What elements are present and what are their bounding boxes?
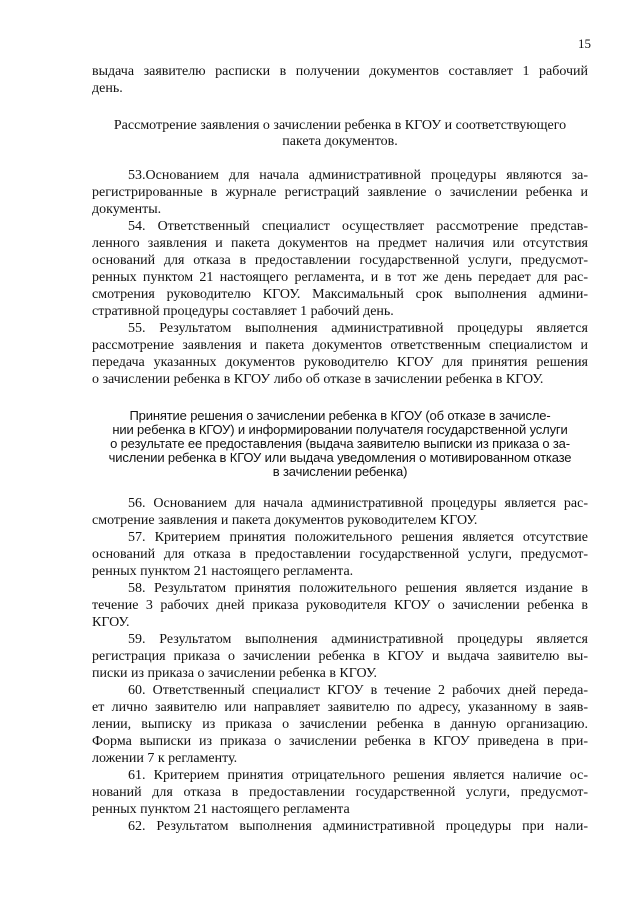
text-line: ренных пунктом 21 настоящего регламента. xyxy=(92,564,354,579)
text-line: 54. Ответственный специалист осуществляет рассмотрение представ- xyxy=(128,219,588,234)
text-line: о результате ее предоставления (выдача заявителю выписки из приказа о за- xyxy=(110,436,570,451)
text-line: рассмотрение заявления и пакета документов ответственным специалистом и xyxy=(92,338,588,353)
text-line: выдача заявителю расписки в получении документов составляет 1 рабочий xyxy=(92,64,588,79)
text-line: ленного заявления и пакета документов на предмет наличия или отсутствия xyxy=(92,236,588,251)
text-line: ренных пунктом 21 настоящего регламента xyxy=(92,802,350,817)
text-line: писки из приказа о зачислении ребенка в КГОУ. xyxy=(92,666,377,681)
text-line: пакета документов. xyxy=(282,134,398,149)
text-line: нии ребенка в КГОУ) и информировании получателя государственной услуги xyxy=(112,422,568,437)
text-line: 62. Результатом выполнения административной процедуры при нали- xyxy=(128,819,588,834)
text-line: Форма выписки из приказа о зачислении ребенка в КГОУ приведена в при- xyxy=(92,734,588,749)
text-line: смотрение заявления и пакета документов руководителем КГОУ. xyxy=(92,513,478,528)
text-line: день. xyxy=(92,81,123,96)
text-line: оснований для отказа в предоставлении государственной услуги, предусмот- xyxy=(92,253,588,268)
text-line: 57. Критерием принятия положительного решения является отсутствие xyxy=(128,530,588,545)
text-line: оснований для отказа в предоставлении государственной услуги, предусмот- xyxy=(92,547,588,562)
text-line: регистрация приказа о зачислении ребенка в КГОУ и выдача заявителю вы- xyxy=(92,649,588,664)
text-line: 59. Результатом выполнения административной процедуры является xyxy=(128,632,588,647)
text-line: смотрения руководителю КГОУ. Максимальный срок выполнения админи- xyxy=(92,287,588,302)
text-line: 56. Основанием для начала административной процедуры является рас- xyxy=(128,496,588,511)
text-line: 60. Ответственный специалист КГОУ в течение 2 рабочих дней переда- xyxy=(128,683,588,698)
text-line: течение 3 рабочих дней приказа руководителя КГОУ о зачислении ребенка в xyxy=(92,598,588,613)
text-line: 53.Основанием для начала административной процедуры являются за- xyxy=(128,168,588,183)
text-line: регистрированные в журнале регистраций заявление о зачислении ребенка и xyxy=(92,185,588,200)
text-line: 61. Критерием принятия отрицательного решения является наличие ос- xyxy=(128,768,588,783)
text-line: 55. Результатом выполнения административной процедуры является xyxy=(128,321,588,336)
text-line: лении, выписку из приказа о зачислении ребенка в данную организацию. xyxy=(92,717,588,732)
text-line: нований для отказа в предоставлении государственной услуги, предусмот- xyxy=(92,785,588,800)
text-line: документы. xyxy=(92,202,162,217)
text-line: ложении 7 к регламенту. xyxy=(92,751,238,766)
text-line: 58. Результатом принятия положительного решения является издание в xyxy=(128,581,588,596)
text-line: стративной процедуры составляет 1 рабочий день. xyxy=(92,304,394,319)
text-line: ренных пунктом 21 настоящего регламента, и в тот же день передает для рас- xyxy=(92,270,588,285)
text-line: в зачислении ребенка) xyxy=(272,464,408,479)
text-line: Принятие решения о зачислении ребенка в КГОУ (об отказе в зачисле- xyxy=(129,408,551,423)
text-line: Рассмотрение заявления о зачислении ребенка в КГОУ и соответствующего xyxy=(113,118,567,133)
text-line: о зачислении ребенка в КГОУ либо об отказе в зачислении ребенка в КГОУ. xyxy=(92,372,544,387)
page-number: 15 xyxy=(578,36,591,51)
text-line: ет лично заявителю или направляет заявителю по адресу, указанному в заяв- xyxy=(92,700,588,715)
text-line: числении ребенка в КГОУ или выдача уведомления о мотивированном отказе xyxy=(108,450,572,465)
text-line: КГОУ. xyxy=(92,615,130,630)
text-line: передача указанных документов руководителю КГОУ для принятия решения xyxy=(92,355,588,370)
